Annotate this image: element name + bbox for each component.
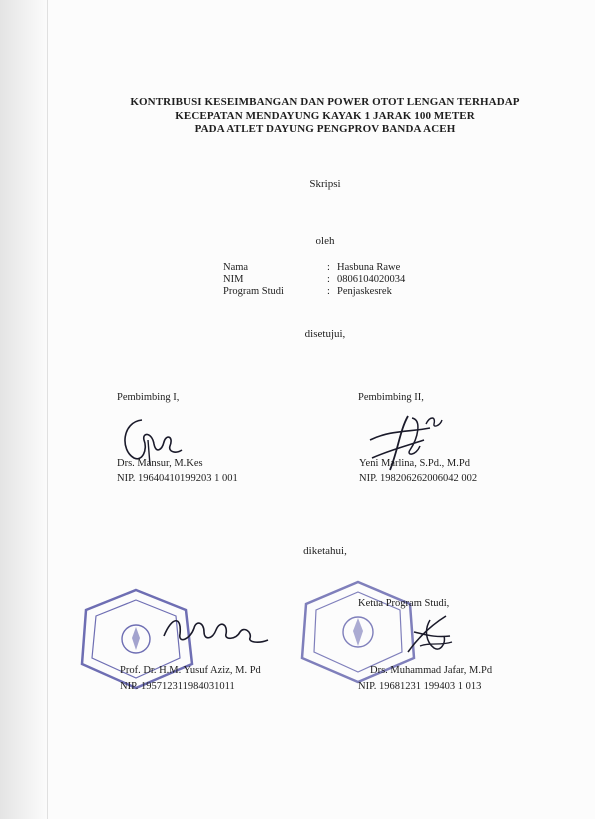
title-line-3: PADA ATLET DAYUNG PENGPROV BANDA ACEH xyxy=(194,123,456,135)
title-line-1: KONTRIBUSI KESEIMBANGAN DAN POWER OTOT LENGAN TERHADAP xyxy=(130,96,520,108)
head-role: Ketua Program Studi, xyxy=(358,598,450,609)
name-label: Nama xyxy=(223,262,249,273)
title-line-2: KECEPATAN MENDAYUNG KAYAK 1 JARAK 100 METER xyxy=(175,109,475,122)
head-name: Drs. Muhammad Jafar, M.Pd xyxy=(370,665,493,676)
scan-shadow xyxy=(0,0,48,819)
advisor2-name: Yeni Marlina, S.Pd., M.Pd xyxy=(359,458,470,469)
dean-signature xyxy=(160,610,270,650)
advisor1-role: Pembimbing I, xyxy=(117,392,180,403)
advisor1-name: Drs. Mansur, M.Kes xyxy=(117,458,203,469)
by-label: oleh xyxy=(315,235,335,247)
author-info xyxy=(223,262,405,298)
dean-nip: NIP. 195712311984031011 xyxy=(120,681,235,692)
advisor2-role: Pembimbing II, xyxy=(358,392,424,403)
scan-fold-line xyxy=(47,0,48,819)
acknowledged-label: diketahui, xyxy=(303,545,347,557)
author-name: Hasbuna Rawe xyxy=(337,262,401,273)
approved-label: disetujui, xyxy=(304,328,346,340)
advisor1-nip: NIP. 19640410199203 1 001 xyxy=(117,473,238,484)
author-name-row xyxy=(223,262,405,274)
program-label: Program Studi xyxy=(223,286,284,297)
colon: : xyxy=(327,262,330,273)
head-signature xyxy=(400,612,460,660)
colon: : xyxy=(327,286,330,297)
nim-label: NIM xyxy=(223,274,244,285)
author-nim: 0806104020034 xyxy=(337,274,406,285)
author-program-row xyxy=(223,286,405,298)
thesis-title xyxy=(60,96,590,137)
author-program: Penjaskesrek xyxy=(337,286,392,297)
head-nip: NIP. 19681231 199403 1 013 xyxy=(358,681,482,692)
advisor2-nip: NIP. 198206262006042 002 xyxy=(359,473,478,484)
colon: : xyxy=(327,274,330,285)
dean-name: Prof. Dr. H.M. Yusuf Aziz, M. Pd xyxy=(120,665,261,676)
author-nim-row xyxy=(223,274,405,286)
document-type: Skripsi xyxy=(309,178,341,190)
